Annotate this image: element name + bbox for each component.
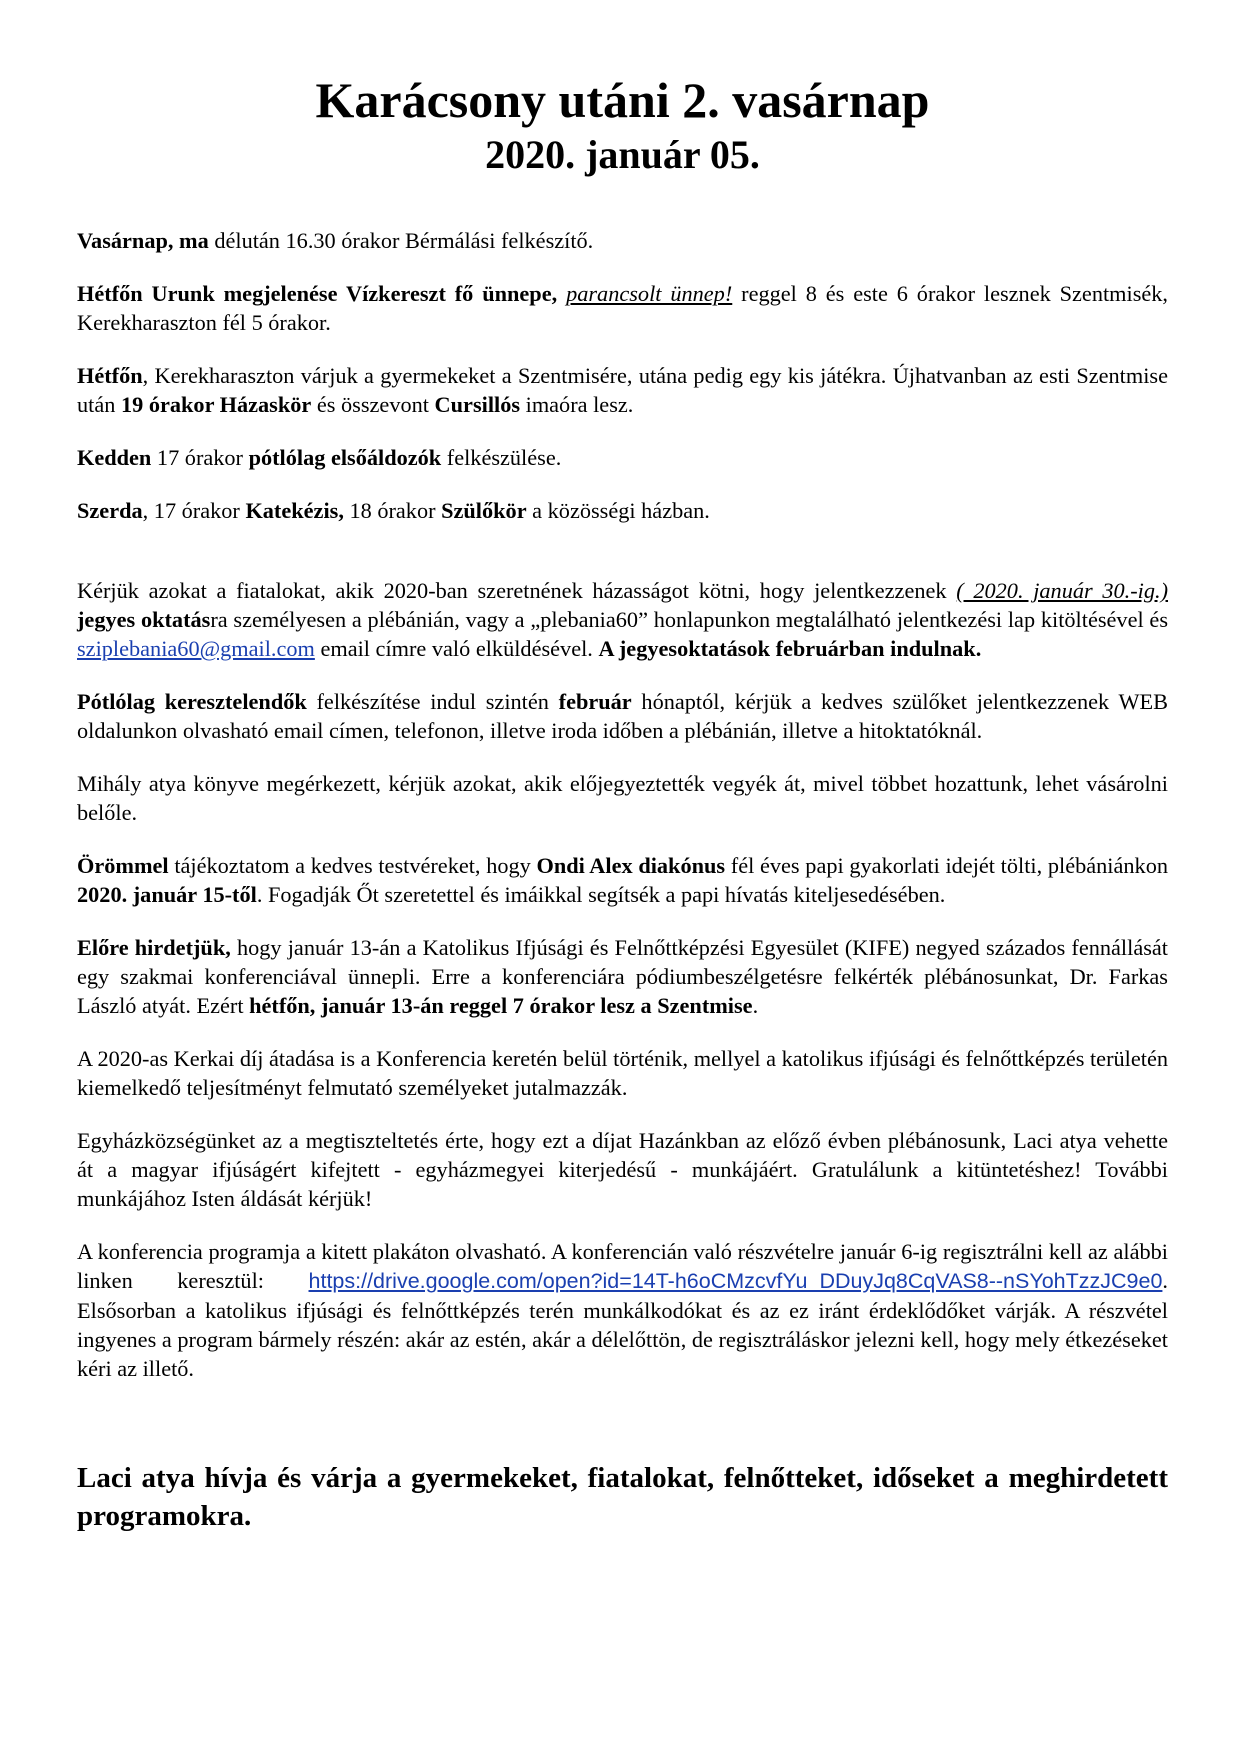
- text: . Elsősorban a katolikus ifjúsági és felnőttképzés terén munkálkodókat és az ez iránt érdeklődőket várják. A részvétel ingyenes a program bármely részén: akár az estén, akár a délelőttön, de regisztráláskor jelezni kell, hogy mely étkezéseket kéri az illető.: [77, 1268, 1168, 1381]
- text: ra személyesen a plébánián, vagy a „plebania60” honlapunkon megtalálható jelentkezési lap kitöltésével és: [210, 607, 1169, 632]
- text: , Kerekharaszton várjuk a gyermekeket a Szentmisére, utána pedig egy kis játékra. Újhatvanban az esti Szentmise után: [77, 363, 1168, 417]
- bold-text: hétfőn, január 13-án reggel 7 órakor lesz a Szentmise: [249, 993, 753, 1018]
- bold-text: Kedden: [77, 445, 152, 470]
- registration-link[interactable]: https://drive.google.com/open?id=14T-h6oCMzcvfYu_DDuyJq8CqVAS8--nSYohTzzJC9e0: [308, 1269, 1163, 1293]
- text: felkészítése indul szintén: [306, 689, 559, 714]
- bold-text: pótlólag elsőáldozók: [248, 445, 442, 470]
- bold-text: Szerda: [77, 498, 143, 523]
- bold-text: Hétfőn Urunk megjelenése Vízkereszt fő ünnepe,: [77, 281, 558, 306]
- paragraph-congratulations: [77, 1126, 1168, 1213]
- text: A 2020-as Kerkai díj átadása is a Konferencia keretén belül történik, mellyel a katolikus ifjúsági és felnőttképzés területén kiemelkedő teljesítményt felmutató személyeket jutalmazzák.: [77, 1046, 1168, 1100]
- spacer: [77, 180, 1168, 226]
- text: , 17 órakor: [142, 498, 246, 523]
- bold-text: Szülőkör: [441, 498, 527, 523]
- paragraph-baptism: [77, 687, 1168, 745]
- page-date: 2020. január 05.: [485, 132, 760, 177]
- underlined-text: ( 2020. január 30.-ig.): [956, 578, 1169, 603]
- paragraph-sunday: [77, 226, 1168, 255]
- bold-text: Ondi Alex diakónus: [536, 853, 726, 878]
- bold-text: Örömmel: [77, 853, 169, 878]
- paragraph-marriage-prep: [77, 576, 1168, 663]
- closing-invitation: [77, 1459, 1168, 1535]
- underlined-text: parancsolt ünnep!: [566, 281, 733, 306]
- paragraph-monday-epiphany: [77, 279, 1168, 337]
- text: Mihály atya könyve megérkezett, kérjük azokat, akik előjegyeztették vegyék át, mivel többet hozattunk, lehet vásárolni belőle.: [77, 771, 1168, 825]
- text: tájékoztatom a kedves testvéreket, hogy: [168, 853, 537, 878]
- text: fél éves papi gyakorlati idejét tölti, plébániánkon: [725, 853, 1168, 878]
- text: .: [752, 993, 759, 1018]
- text: 18 órakor: [343, 498, 442, 523]
- bold-text: Cursillós: [434, 392, 521, 417]
- text: Egyházközségünket az a megtiszteltetés érte, hogy ezt a díjat Hazánkban az előző évben plébánosunk, Laci atya vehette át a magyar ifjúságért kifejtett - egyházmegyei kiterjedésű - munkájáért. Gratulálunk a kitüntetéshez! További munkájához Isten áldását kérjük!: [77, 1128, 1168, 1211]
- paragraph-registration: [77, 1237, 1168, 1383]
- text: felkészülése.: [441, 445, 562, 470]
- bold-text: A jegyesoktatások februárban indulnak.: [598, 636, 982, 661]
- paragraph-deacon: [77, 851, 1168, 909]
- bold-text: 19 órakor Házaskör: [120, 392, 312, 417]
- paragraph-wednesday: [77, 496, 1168, 525]
- text: [557, 281, 566, 306]
- paragraph-tuesday: [77, 443, 1168, 472]
- text: a közösségi házban.: [526, 498, 710, 523]
- bold-text: 2020. január 15-től: [77, 882, 257, 907]
- paragraph-kife-conference: [77, 933, 1168, 1020]
- bold-text: Vasárnap, ma: [77, 228, 209, 253]
- text: A konferencia programja a kitett plakáton olvasható. A konferencián való részvételre január 6-ig regisztrálni kell az alábbi linken keresztül:: [77, 1239, 1168, 1293]
- paragraph-kerkai-award: [77, 1044, 1168, 1102]
- bold-text: Katekézis,: [245, 498, 344, 523]
- page-title: Karácsony utáni 2. vasárnap: [315, 72, 930, 128]
- text: imaóra lesz.: [520, 392, 634, 417]
- paragraph-book: [77, 769, 1168, 827]
- paragraph-monday-children: [77, 361, 1168, 419]
- bold-text: Előre hirdetjük,: [77, 935, 231, 960]
- bold-text: Hétfőn: [77, 363, 143, 388]
- text: Kérjük azokat a fiatalokat, akik 2020-ban szeretnének házasságot kötni, hogy jelentkezzenek: [77, 578, 957, 603]
- bold-text: február: [558, 689, 632, 714]
- text: 17 órakor: [151, 445, 249, 470]
- text: . Fogadják Őt szeretettel és imáikkal segítsék a papi hívatás kiteljesedésében.: [256, 882, 946, 907]
- bold-text: Laci atya hívja és várja a gyermekeket, fiatalokat, felnőtteket, időseket a meghirdetett programokra.: [77, 1462, 1168, 1532]
- text: hogy január 13-án a Katolikus Ifjúsági és Felnőttképzési Egyesület (KIFE) negyed százados fennállását egy szakmai konferenciával ünnepli. Erre a konferenciára pódiumbeszélgetésre felkérték plébánosunkat, Dr. Farkas László atyát. Ezért: [77, 935, 1168, 1018]
- announcement-page: [77, 70, 1168, 1535]
- bold-text: jegyes oktatás: [77, 607, 211, 632]
- text: email címre való elküldésével.: [314, 636, 599, 661]
- bold-text: Pótlólag keresztelendők: [77, 689, 307, 714]
- text: reggel 8 és este 6 órakor lesznek Szentmisék, Kerekharaszton fél 5 órakor.: [77, 281, 1168, 335]
- text: hónaptól, kérjük a kedves szülőket jelentkezzenek WEB oldalunkon olvasható email címen, telefonon, illetve iroda időben a plébánián, illetve a hitoktatóknál.: [77, 689, 1168, 743]
- email-link[interactable]: sziplebania60@gmail.com: [77, 636, 315, 661]
- text: délután 16.30 órakor Bérmálási felkészítő.: [208, 228, 594, 253]
- text: és összevont: [311, 392, 435, 417]
